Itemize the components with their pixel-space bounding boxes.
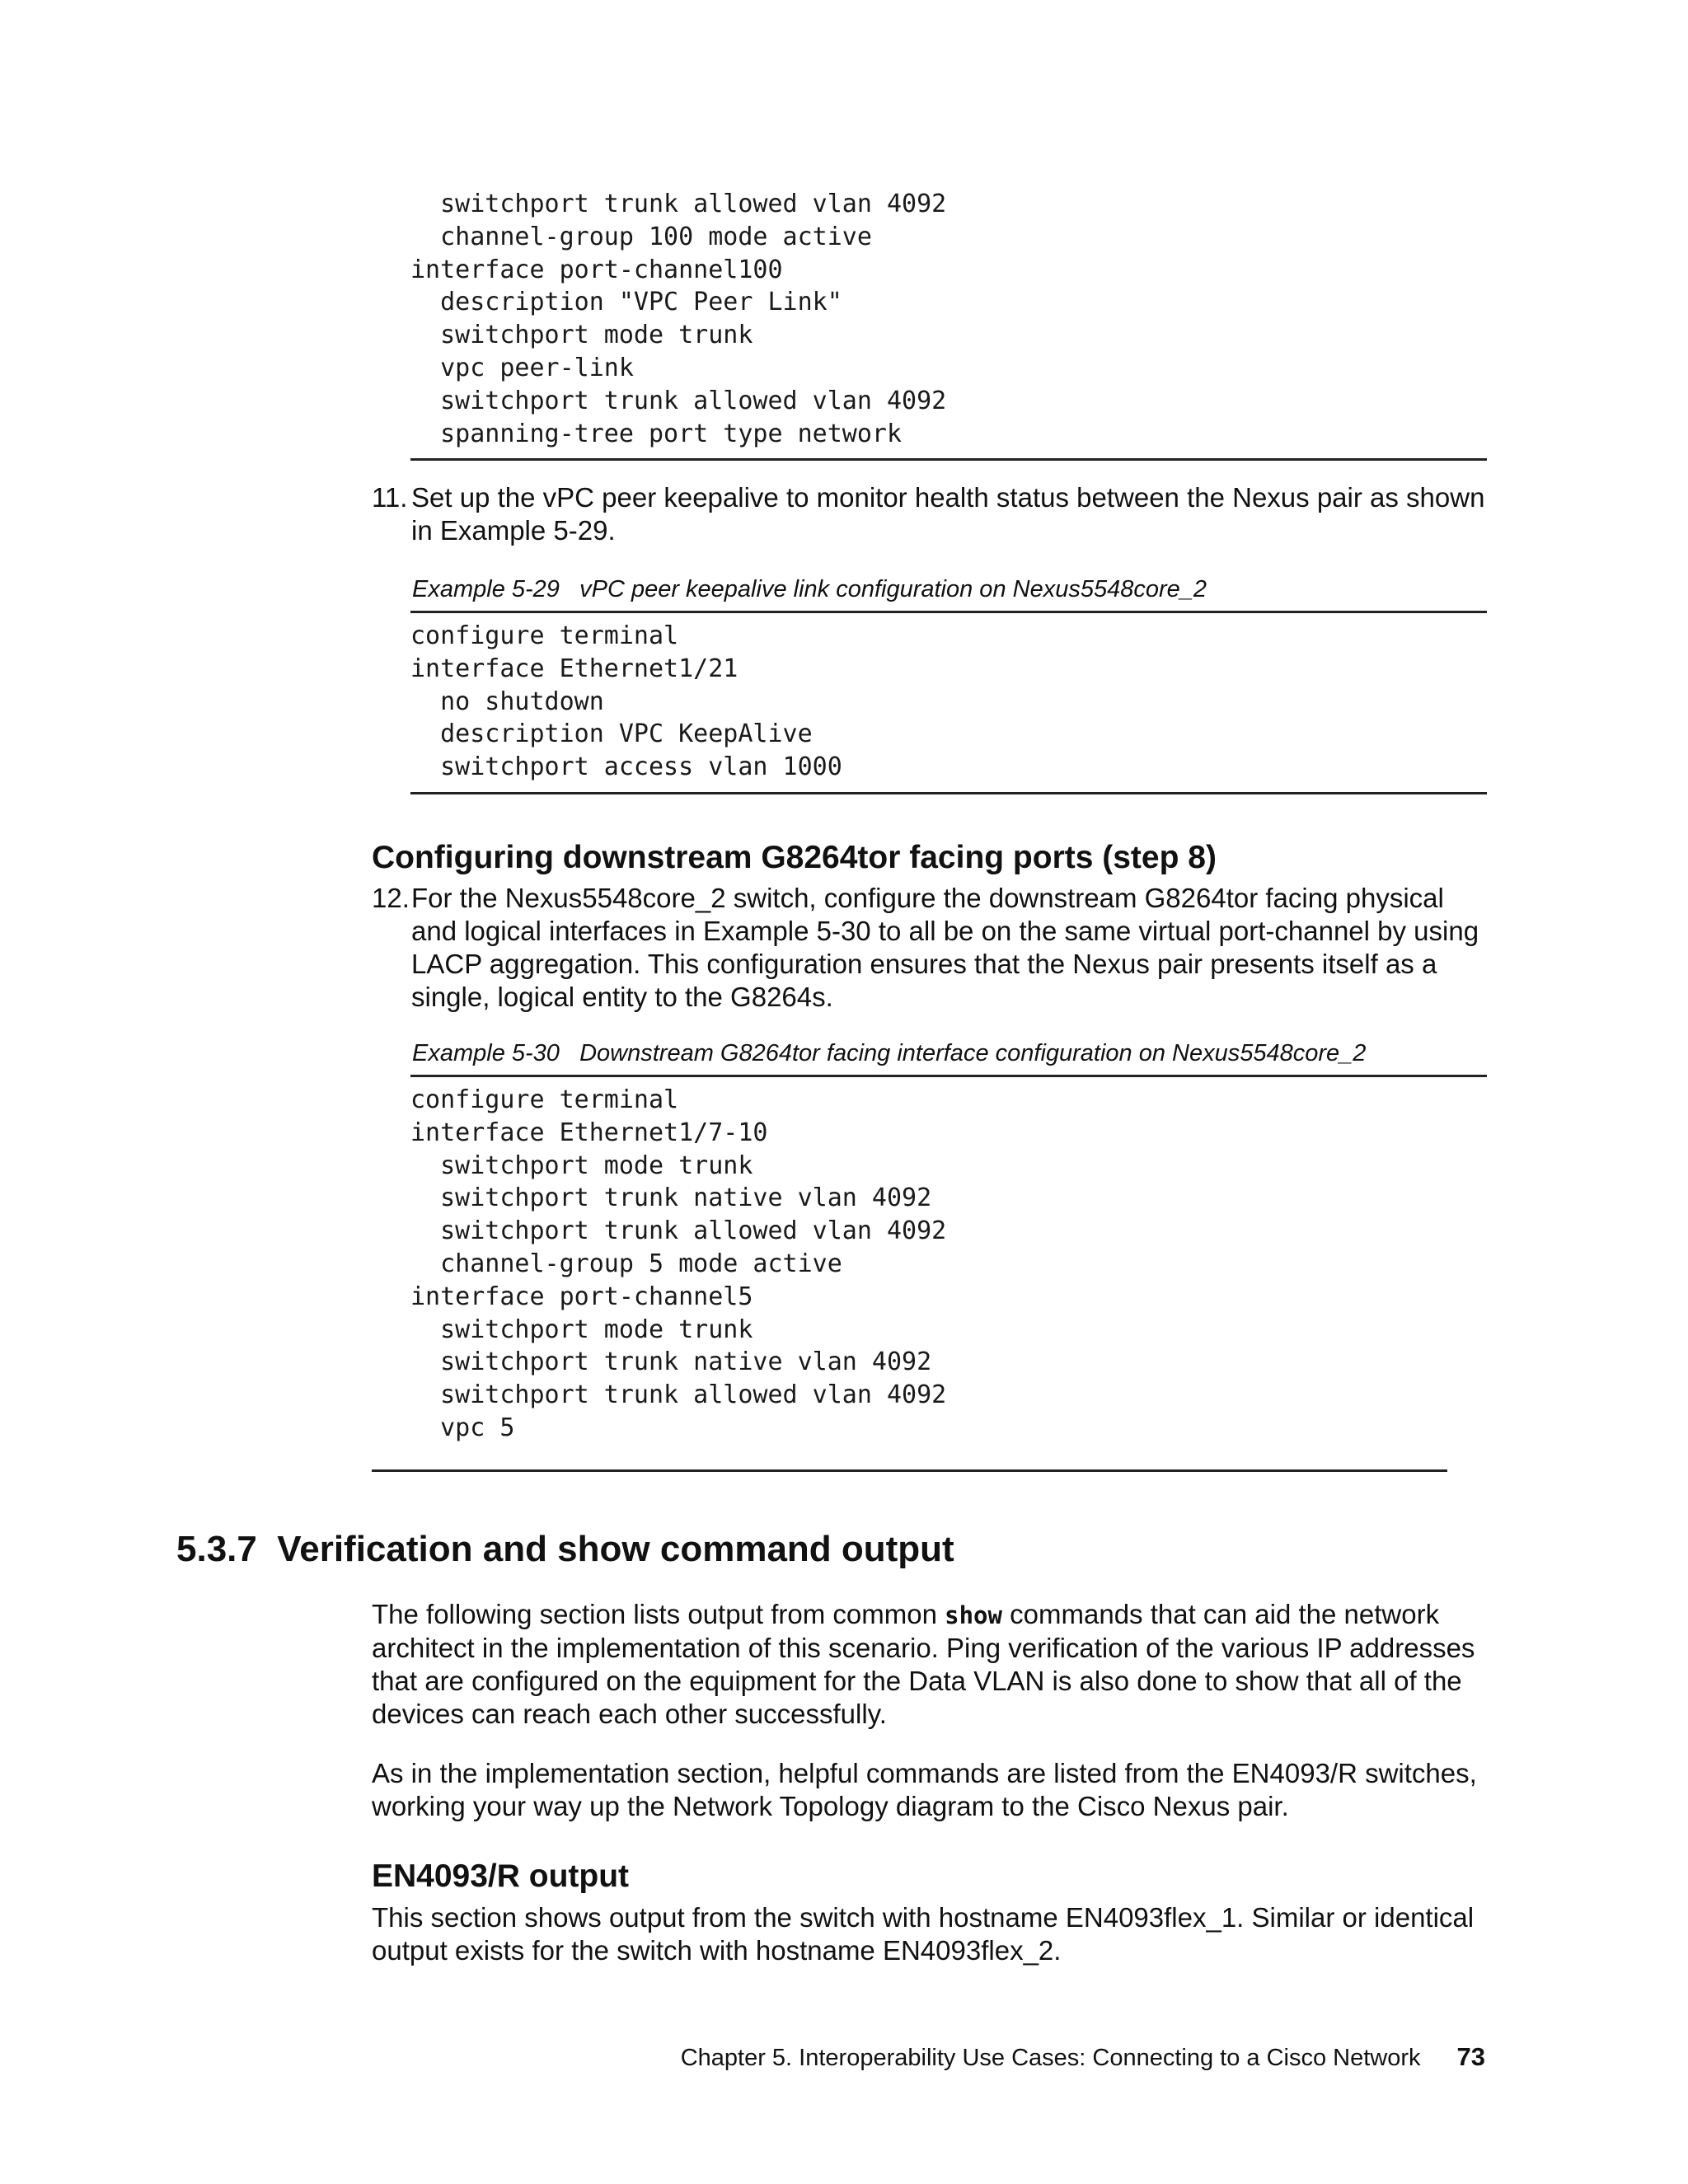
paragraph-text: The following section lists output from common	[372, 1599, 945, 1629]
step-text: Set up the vPC peer keepalive to monitor health status between the Nexus pair as shown in Example 5-29.	[411, 482, 1485, 546]
code-line: description VPC KeepAlive	[410, 719, 813, 749]
code-line: no shutdown	[410, 687, 604, 716]
step-text: For the Nexus5548core_2 switch, configure the downstream G8264tor facing physical and logical interfaces in Example 5-30 to all be on the same virtual port-channel by using LACP aggregation. This configuration ensures that the Nexus pair presents itself as a single, logical entity to the G8264s.	[411, 883, 1479, 1012]
code-line: interface port-channel5	[410, 1282, 753, 1311]
code-block-top	[410, 188, 946, 450]
step-number: 11.	[372, 482, 408, 513]
example-5-30-bottom-rule	[372, 1469, 1447, 1472]
example-5-29-code	[410, 620, 842, 784]
code-line: vpc peer-link	[410, 353, 634, 382]
code-line: interface port-channel100	[410, 255, 783, 284]
code-line: channel-group 5 mode active	[410, 1249, 842, 1278]
code-line: description "VPC Peer Link"	[410, 288, 842, 317]
code-line: switchport mode trunk	[410, 1151, 753, 1180]
example-5-29-caption: Example 5-29 vPC peer keepalive link configuration on Nexus5548core_2	[412, 576, 1207, 602]
code-line: switchport trunk allowed vlan 4092	[410, 1216, 947, 1246]
step-number: 12.	[372, 883, 410, 913]
section-heading-5-3-7: 5.3.7 Verification and show command output	[176, 1529, 954, 1569]
code-line: switchport mode trunk	[410, 321, 753, 350]
show-keyword: show	[945, 1601, 1002, 1629]
code-line: interface Ethernet1/7-10	[410, 1118, 768, 1147]
code-line: switchport access vlan 1000	[410, 752, 842, 782]
example-5-30-top-rule	[410, 1075, 1487, 1077]
code-line: switchport trunk native vlan 4092	[410, 1347, 932, 1377]
code-line: channel-group 100 mode active	[410, 222, 872, 251]
footer-chapter: Chapter 5. Interoperability Use Cases: Connecting to a Cisco Network	[680, 2045, 1421, 2071]
page-number: 73	[1456, 2042, 1485, 2071]
paragraph-implementation: As in the implementation section, helpful commands are listed from the EN4093/R switches, working your way up the Network Topology diagram to the Cisco Nexus pair.	[372, 1758, 1477, 1821]
code-line: vpc 5	[410, 1413, 515, 1442]
code-line: configure terminal	[410, 621, 679, 650]
code-line: configure terminal	[410, 1085, 679, 1114]
example-5-29-top-rule	[410, 611, 1487, 613]
page-footer	[681, 2042, 1485, 2073]
paragraph-show-commands	[372, 1598, 1493, 1731]
code-block-bottom-rule	[410, 458, 1487, 461]
code-line: switchport trunk native vlan 4092	[410, 1183, 932, 1213]
code-line: interface Ethernet1/21	[410, 654, 738, 683]
example-5-29-bottom-rule	[410, 792, 1487, 794]
code-line: switchport trunk allowed vlan 4092	[410, 190, 947, 218]
code-line: spanning-tree port type network	[410, 419, 903, 448]
example-5-30-caption: Example 5-30 Downstream G8264tor facing interface configuration on Nexus5548core_2	[412, 1040, 1367, 1066]
code-line: switchport mode trunk	[410, 1315, 753, 1344]
section-heading-en4093: EN4093/R output	[372, 1858, 630, 1894]
code-line: switchport trunk allowed vlan 4092	[410, 1380, 947, 1410]
paragraph-en4093: This section shows output from the switch with hostname EN4093flex_1. Similar or identical output exists for the switch with hostname EN4093flex_2.	[372, 1902, 1475, 1966]
code-line: switchport trunk allowed vlan 4092	[410, 386, 947, 415]
example-5-30-code	[410, 1084, 946, 1445]
paragraph-text: commands that can aid the network architect in the implementation of this scenario. Ping verification of the various IP addresses that are configured on the equipment for the Data VLAN is also done to show that all of the devices can reach each other successfully.	[372, 1599, 1475, 1729]
section-heading-downstream: Configuring downstream G8264tor facing ports (step 8)	[372, 840, 1217, 875]
